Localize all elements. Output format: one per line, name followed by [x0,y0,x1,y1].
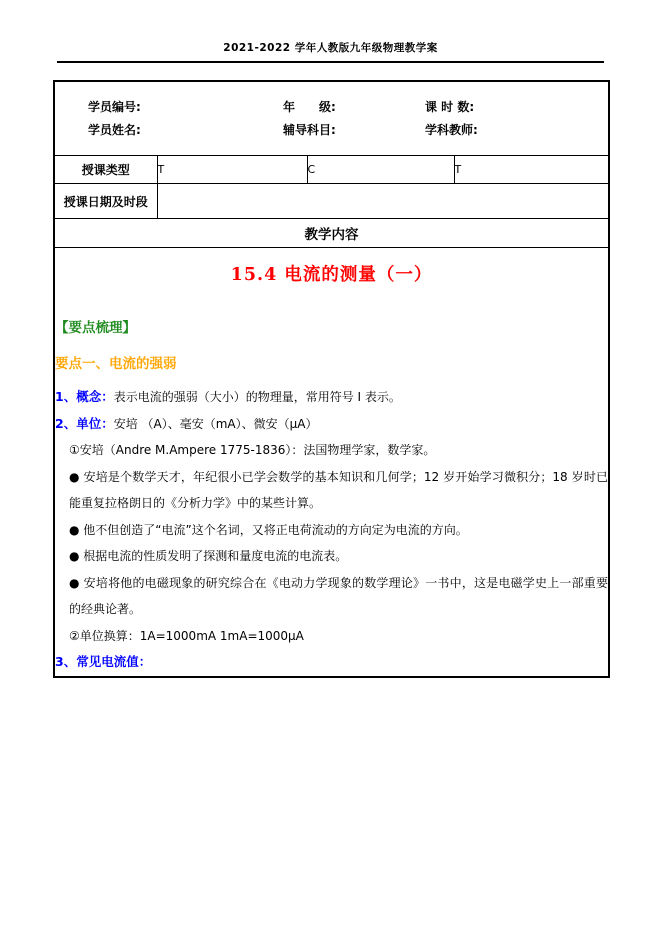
ampere-fact-2: ● 他不但创造了“电流”这个名词，又将正电荷流动的方向定为电流的方向。 [69,522,468,537]
ampere-fact-3: ● 根据电流的性质发明了探测和量度电流的电流表。 [69,549,348,563]
content-body [55,384,608,676]
common-current-line [55,649,608,676]
teaching-content-cell [54,248,609,677]
lecture-type-label: 授课类型 [54,156,157,184]
page-header [57,40,604,63]
lesson-title: 15.4 电流的测量（一） [230,265,433,285]
ampere-fact-1: ● 安培是个数学天才，年纪很小已学会数学的基本知识和几何学；12 岁开始学习微积分；18 岁时已能重复拉格朗日的《分析力学》中的某些计算。 [69,469,608,510]
lecture-type-row [54,156,609,184]
student-info-cell [54,81,609,156]
lecture-date-row [54,184,609,219]
class-hours-label: 课 时 数: [425,100,475,114]
header-title: 2021-2022 学年人教版九年级物理教学案 [223,42,438,54]
subject-teacher-label: 学科教师: [425,123,478,137]
student-name-label: 学员姓名: [88,123,141,137]
teaching-content-header: 教学内容 [54,219,609,248]
tutoring-subject-label: 辅导科目: [283,123,336,137]
lesson-info-table [53,80,610,678]
unit-line [55,411,608,438]
unit-text: 安培 （A）、毫安（mA）、微安（μA） [113,416,318,431]
concept-prefix: 1、概念： [55,389,114,404]
grade-label: 年 级: [283,100,336,114]
student-id-label: 学员编号: [88,100,141,114]
lecture-type-value-2: C [307,156,454,184]
concept-text: 表示电流的强弱（大小）的物理量，常用符号 I 表示。 [113,390,401,404]
content-header-row [54,219,609,248]
lecture-type-value-1: T [157,156,307,184]
ampere-intro-paragraph: ①安培（Andre M.Ampere 1775-1836）：法国物理学家，数学家。 [69,443,436,457]
content-row [54,248,609,677]
student-info-row [54,81,609,156]
common-current-prefix: 3、常见电流值： [55,654,152,669]
lecture-date-value-cell [157,184,609,219]
ampere-fact-4: ● 安培将他的电磁现象的研究综合在《电动力学现象的数学理论》一书中，这是电磁学史上一部重要的经典论著。 [69,575,608,616]
outline-heading: 【要点梳理】 [55,320,136,336]
student-info-grid [55,100,608,137]
lecture-type-value-3: T [454,156,609,184]
point1-heading: 要点一、电流的强弱 [55,356,177,372]
lecture-date-label: 授课日期及时段 [54,184,157,219]
unit-prefix: 2、单位： [55,415,114,431]
concept-line [55,384,608,411]
unit-conversion-line: ②单位换算：1A=1000mA 1mA=1000μA [69,628,304,643]
